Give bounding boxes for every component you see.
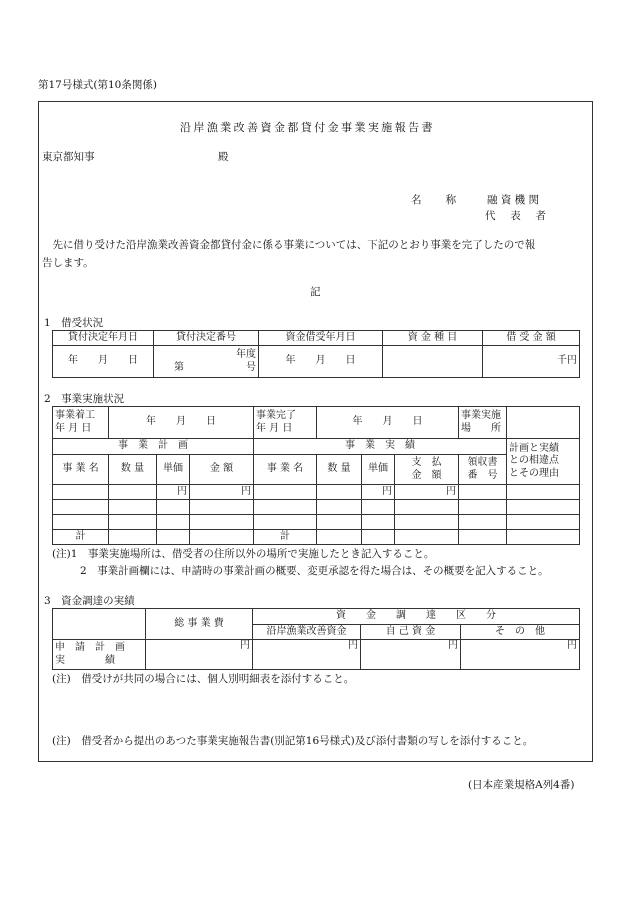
- yen-unit: 円: [395, 485, 459, 500]
- body-text-line-2: 告します。: [42, 257, 94, 269]
- col-other-fund: そ の 他: [461, 625, 580, 640]
- form-title: 沿岸漁業改善資金都貸付金事業実施報告書: [180, 121, 435, 134]
- loan-decision-date-cell: 年 月 日: [53, 346, 154, 378]
- yen-unit: 円: [157, 485, 190, 500]
- section3-note: (注) 借受けが共同の場合には、個人別明細表を添付すること。: [52, 673, 355, 685]
- end-date-value: 年 月 日: [317, 407, 459, 439]
- sender-name-label: 名 称: [411, 194, 458, 206]
- body-text-line-1: 先に借り受けた沿岸漁業改善資金都貸付金に係る事業については、下記のとおり事業を完了したので報: [42, 239, 536, 251]
- col-plan-project: 事 業 名: [53, 455, 109, 485]
- col-plan-quantity: 数 量: [109, 455, 157, 485]
- start-date-label: 事業着工 年 月 日: [53, 407, 109, 439]
- place-value: [507, 407, 580, 439]
- nendo-label: 年度: [236, 349, 256, 360]
- place-label: 事業実施 場 所: [459, 407, 507, 439]
- project-status-table: [52, 406, 580, 545]
- sender-name-value: 融 資 機 関: [487, 194, 540, 206]
- yen-unit: 円: [146, 640, 253, 670]
- col-actual-quantity: 数 量: [317, 455, 362, 485]
- col-actual-receipt: 領収書 番 号: [459, 455, 507, 485]
- paper-size-note: (日本産業規格A列4番): [468, 779, 575, 791]
- col-actual-payment: 支 払 金 額: [395, 455, 459, 485]
- total-row: [53, 530, 580, 545]
- yen-unit: 円: [190, 485, 254, 500]
- honorific: 殿: [218, 151, 229, 163]
- loan-decision-number-cell: [154, 346, 259, 378]
- col-plan-unit-price: 単価: [157, 455, 190, 485]
- col-own-fund: 自 己 資 金: [361, 625, 461, 640]
- plan-header: 事 業 計 画: [53, 439, 254, 455]
- header-loan-decision-date: 貸付決定年月日: [53, 331, 154, 346]
- fund-type-cell: [383, 346, 483, 378]
- table-row: [53, 515, 580, 530]
- col-actual-unit-price: 単価: [362, 455, 395, 485]
- table-row: [53, 485, 580, 500]
- total-cost-header: 総 事 業 費: [146, 609, 253, 640]
- col-plan-amount: 金 額: [190, 455, 254, 485]
- table-row: [53, 500, 580, 515]
- borrow-amount-cell: 千円: [483, 346, 580, 378]
- actual-header: 事 業 実 績: [254, 439, 507, 455]
- addressee: 東京都知事: [42, 151, 95, 163]
- go-label: 号: [246, 361, 256, 373]
- section2-note-1: (注)1 事業実施場所は、借受者の住所以外の場所で実施したとき記入すること。: [52, 548, 435, 560]
- plan-total-label: 計: [53, 530, 109, 545]
- borrow-date-cell: 年 月 日: [259, 346, 383, 378]
- final-note: (注) 借受者から提出のあつた事業実施報告書(別記第16号様式)及び添付書類の写しを添付すること。: [52, 735, 534, 747]
- borrowing-status-table: [52, 330, 580, 378]
- form-number: 第17号様式(第10条関係): [38, 79, 157, 91]
- actual-total-label: 計: [254, 530, 317, 545]
- yen-unit: 円: [461, 640, 580, 670]
- yen-unit: 円: [362, 485, 395, 500]
- breakdown-header: 資 金 調 達 区 分: [253, 609, 580, 625]
- header-loan-decision-number: 貸付決定番号: [154, 331, 259, 346]
- row-label: 申 請 計 画 実 績: [53, 640, 146, 670]
- number-row: [156, 362, 256, 375]
- fund-procurement-table: [52, 608, 580, 670]
- start-date-value: 年 月 日: [109, 407, 254, 439]
- section2-heading: 2 事業実施状況: [44, 393, 125, 405]
- yen-unit: 円: [253, 640, 361, 670]
- ki-mark: 記: [310, 286, 321, 298]
- sender-representative: 代 表 者: [485, 210, 548, 222]
- difference-header: 計画と実績 との相違点 とその理由: [507, 439, 580, 485]
- table-row: [53, 640, 580, 670]
- col-actual-project: 事 業 名: [254, 455, 317, 485]
- section3-heading: 3 資金調達の実績: [44, 595, 135, 607]
- section2-note-2: 2 事業計画欄には、申請時の事業計画の概要、変更承認を得た場合は、その概要を記入すること。: [80, 565, 549, 577]
- end-date-label: 事業完了 年 月 日: [254, 407, 317, 439]
- yen-unit: 円: [361, 640, 461, 670]
- header-borrow-amount: 借 受 金 額: [483, 331, 580, 346]
- section1-heading: 1 借受状況: [44, 317, 104, 329]
- header-fund-type: 資 金 種 目: [383, 331, 483, 346]
- header-borrow-date: 資金借受年月日: [259, 331, 383, 346]
- dai-label: 第: [174, 361, 184, 373]
- col-coastal-fund: 沿岸漁業改善資金: [253, 625, 361, 640]
- blank-corner-cell: [53, 609, 146, 640]
